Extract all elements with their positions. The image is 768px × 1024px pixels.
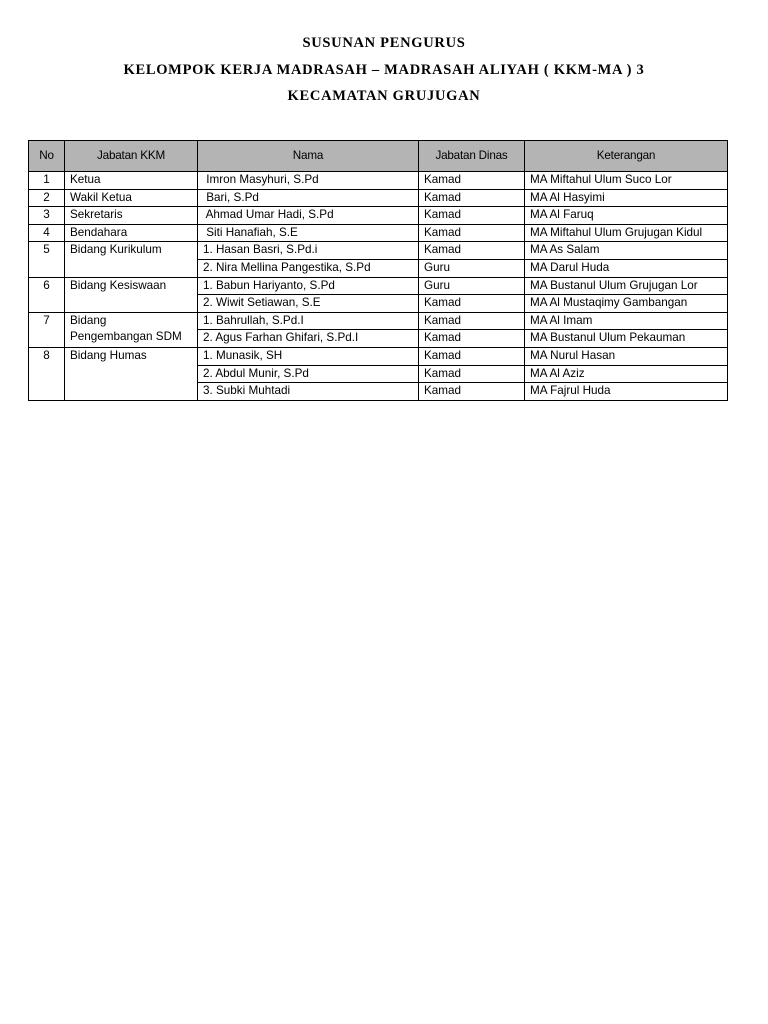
cell-keterangan: MA Al Imam <box>525 312 728 330</box>
jabatan-line: Wakil Ketua <box>70 190 132 204</box>
cell-no: 8 <box>29 347 65 400</box>
cell-nama: Bari, S.Pd <box>198 189 419 207</box>
cell-keterangan: MA Al Aziz <box>525 365 728 383</box>
cell-jabatan-kkm <box>65 207 198 225</box>
table-body <box>29 172 728 401</box>
cell-jabatan-dinas: Kamad <box>419 312 525 330</box>
cell-jabatan-kkm <box>65 277 198 312</box>
jabatan-line: Bendahara <box>70 225 128 239</box>
cell-no: 1 <box>29 172 65 190</box>
cell-jabatan-dinas: Guru <box>419 259 525 277</box>
title-line-1: SUSUNAN PENGURUS <box>302 35 466 51</box>
cell-nama: 2. Agus Farhan Ghifari, S.Pd.I <box>198 330 419 348</box>
table-row <box>29 312 728 330</box>
cell-jabatan-dinas: Kamad <box>419 242 525 260</box>
jabatan-line: Bidang <box>70 313 107 327</box>
cell-keterangan: MA Bustanul Ulum Pekauman <box>525 330 728 348</box>
cell-nama: 2. Abdul Munir, S.Pd <box>198 365 419 383</box>
cell-jabatan-kkm <box>65 347 198 400</box>
title-line-3: KECAMATAN GRUJUGAN <box>287 88 481 104</box>
cell-no: 6 <box>29 277 65 312</box>
cell-keterangan: MA Al Hasyimi <box>525 189 728 207</box>
cell-no: 7 <box>29 312 65 347</box>
cell-keterangan: MA Nurul Hasan <box>525 347 728 365</box>
cell-jabatan-kkm <box>65 172 198 190</box>
cell-nama: 1. Bahrullah, S.Pd.I <box>198 312 419 330</box>
cell-no: 2 <box>29 189 65 207</box>
cell-jabatan-kkm <box>65 224 198 242</box>
jabatan-line: Ketua <box>70 173 101 186</box>
title-line-2: KELOMPOK KERJA MADRASAH – MADRASAH ALIYAH ( KKM-MA ) 3 <box>123 61 645 78</box>
header-jabatan-dinas: Jabatan Dinas <box>419 141 525 172</box>
table-header-row <box>29 141 728 172</box>
cell-jabatan-dinas: Kamad <box>419 172 525 190</box>
cell-keterangan: MA Fajrul Huda <box>525 383 728 401</box>
cell-nama: 1. Babun Hariyanto, S.Pd <box>198 277 419 295</box>
cell-no: 4 <box>29 224 65 242</box>
cell-keterangan: MA Al Faruq <box>525 207 728 225</box>
jabatan-line: Pengembangan SDM <box>70 330 182 344</box>
cell-nama: Imron Masyhuri, S.Pd <box>198 172 419 190</box>
header-no: No <box>29 141 65 172</box>
cell-nama: Siti Hanafiah, S.E <box>198 224 419 242</box>
cell-jabatan-dinas: Kamad <box>419 189 525 207</box>
cell-keterangan: MA Darul Huda <box>525 259 728 277</box>
cell-jabatan-dinas: Kamad <box>419 365 525 383</box>
jabatan-line: Bidang Kurikulum <box>70 243 162 257</box>
cell-jabatan-dinas: Kamad <box>419 295 525 313</box>
cell-jabatan-kkm <box>65 312 198 347</box>
cell-jabatan-kkm <box>65 189 198 207</box>
table-row <box>29 172 728 190</box>
committee-table <box>28 140 728 401</box>
cell-jabatan-dinas: Kamad <box>419 347 525 365</box>
cell-nama: Ahmad Umar Hadi, S.Pd <box>198 207 419 225</box>
cell-keterangan: MA Miftahul Ulum Suco Lor <box>525 172 728 190</box>
cell-jabatan-dinas: Kamad <box>419 330 525 348</box>
cell-nama: 2. Wiwit Setiawan, S.E <box>198 295 419 313</box>
jabatan-line: Bidang Kesiswaan <box>70 278 167 292</box>
cell-jabatan-dinas: Kamad <box>419 207 525 225</box>
cell-nama: 3. Subki Muhtadi <box>198 383 419 401</box>
header-jabatan-kkm: Jabatan KKM <box>65 141 198 172</box>
jabatan-line: Sekretaris <box>70 208 123 222</box>
cell-no: 5 <box>29 242 65 277</box>
cell-nama: 1. Hasan Basri, S.Pd.i <box>198 242 419 260</box>
cell-jabatan-dinas: Kamad <box>419 383 525 401</box>
table-row <box>29 242 728 260</box>
document-title <box>0 30 768 110</box>
cell-keterangan: MA Miftahul Ulum Grujugan Kidul <box>525 224 728 242</box>
cell-nama: 1. Munasik, SH <box>198 347 419 365</box>
cell-keterangan: MA Bustanul Ulum Grujugan Lor <box>525 277 728 295</box>
cell-jabatan-kkm <box>65 242 198 277</box>
header-nama: Nama <box>198 141 419 172</box>
table-row <box>29 224 728 242</box>
table-row <box>29 207 728 225</box>
jabatan-line: Bidang Humas <box>70 348 147 362</box>
cell-keterangan: MA Al Mustaqimy Gambangan <box>525 295 728 313</box>
header-keterangan: Keterangan <box>525 141 728 172</box>
cell-keterangan: MA As Salam <box>525 242 728 260</box>
cell-no: 3 <box>29 207 65 225</box>
cell-nama: 2. Nira Mellina Pangestika, S.Pd <box>198 259 419 277</box>
table-row <box>29 189 728 207</box>
table-row <box>29 277 728 295</box>
cell-jabatan-dinas: Kamad <box>419 224 525 242</box>
table-row <box>29 347 728 365</box>
cell-jabatan-dinas: Guru <box>419 277 525 295</box>
